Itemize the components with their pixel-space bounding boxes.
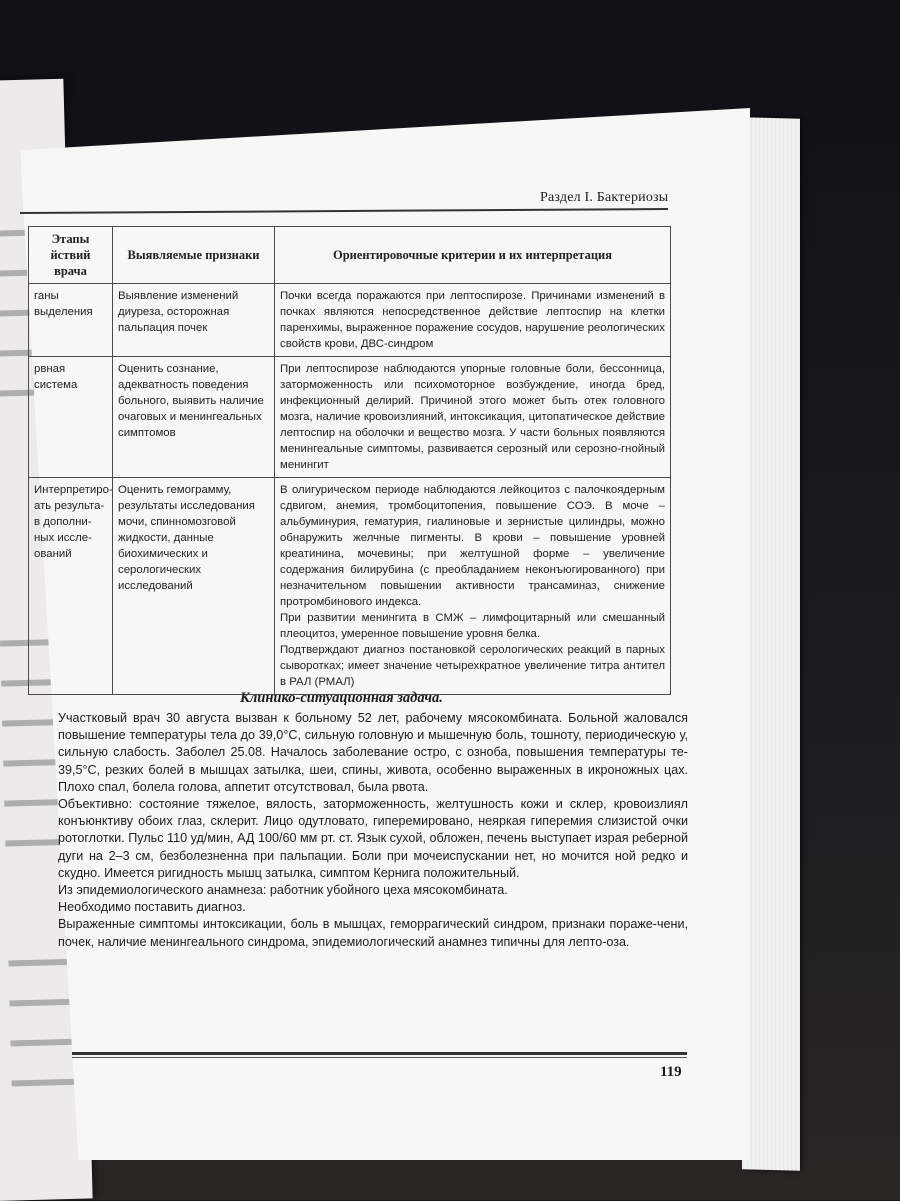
signs-cell: Выявление изменений диуреза, осторожная пальпация почек: [113, 284, 275, 357]
page-number: 119: [660, 1064, 682, 1080]
stage-cell: ганы выделения: [29, 284, 113, 357]
task-paragraph: Из эпидемиологического анамнеза: работник убойного цеха мясокомбината.: [58, 883, 508, 898]
criteria-cell: [275, 284, 671, 357]
header-criteria: Ориентировочные критерии и их интерпретация: [275, 227, 671, 284]
task-title: Клинико-ситуационная задача.: [240, 690, 443, 706]
task-paragraph: Участковый врач 30 августа вызван к больному 52 лет, рабочему мясокомбината. Больной жаловался повышение температуры тела до 39,0°С, сильную головную и мышечную боль, тошноту, периодическую у, сильную слабость. Заболел 25.08. Началось заболевание остро, с озноба, повышения температуры те- 39,5°С, резких болей в мышцах затылка, шеи, спины, живота, особенно выраженных в икроножных цах. Плохо спал, болела голова, аппетит отсутствовал, была рвота.: [58, 711, 688, 794]
task-body: [58, 710, 688, 951]
header-stages: Этапы йствий врача: [29, 227, 113, 284]
criteria-cell: [275, 357, 671, 478]
task-paragraph: Объективно: состояние тяжелое, вялость, заторможенность, желтушность кожи и склер, кровоизлиял конъюнктиву обоих глаз, склерит. Лицо одутловато, гиперемировано, неяркая гиперемия слизистой очки ротоглотки. Пульс 110 уд/мин, АД 100/60 мм рт. ст. Язык сухой, обложен, печень выступает израя реберной дуги на 2–3 см, безболезненна при пальпации. Боли при мочеиспускании нет, но мочится ной редко и скудно. Имеется ригидность мышц затылка, симптом Кернига положительный.: [58, 797, 688, 880]
table-header-row: [29, 227, 671, 284]
criteria-text: В олигурическом периоде наблюдаются лейкоцитоз с палочкоядерным сдвигом, анемия, тромбоцитопения, повышение СОЭ. В моче – альбуминурия, гематурия, гиалиновые и зернистые цилиндры, можно обнаружить желчные пигменты. В крови – повышение уровней креатинина, мочевины; при желтушной форме – увеличение содержания билирубина (с преобладанием неконъюгированного) при незначительном повышении активности трансаминаз, снижение протромбинового индекса.: [280, 484, 665, 608]
table-row: [29, 284, 671, 357]
criteria-text: При развитии менингита в СМЖ – лимфоцитарный или смешанный плеоцитоз, умеренное повышение уровня белка.: [280, 612, 665, 640]
footer-rule: [72, 1052, 687, 1055]
running-head: Раздел I. Бактериозы: [540, 190, 669, 205]
stage-cell: Интерпретиро- ать результа- в дополни- ных иссле- ований: [29, 478, 113, 695]
stage-cell: рвная система: [29, 357, 113, 478]
footer-rule-thin: [72, 1057, 687, 1058]
criteria-text: При лептоспирозе наблюдаются упорные головные боли, бессонница, заторможенность или психомоторное возбуждение, иногда бред, инфекционный делирий. Причиной этого может быть отек головного мозга, наличие кровоизлияний, интоксикация, цитопатическое действие лептоспир на оболочки и вещество мозга. У части больных появляются менингеальные симптомы, развивается серозный или серозно-гнойный менингит: [280, 363, 665, 471]
table-row: [29, 357, 671, 478]
criteria-table: [28, 226, 671, 695]
criteria-text: Подтверждают диагноз постановкой серологических реакций в парных сыворотках; имеет значение четырехкратное увеличение титра антител в РАЛ (РМАЛ): [280, 644, 665, 688]
header-rule: [20, 208, 668, 214]
task-paragraph: Выраженные симптомы интоксикации, боль в мышцах, геморрагический синдром, признаки пораже-чени, почек, наличие менингеального синдрома, эпидемиологический анамнез типичны для лепто-оза.: [58, 917, 688, 949]
criteria-text: Почки всегда поражаются при лептоспирозе. Причинами изменений в почках являются непосредственное действие лептоспир на клетки паренхимы, выраженное поражение сосудов, нарушение реологических свойств крови, ДВС-синдром: [280, 290, 665, 350]
criteria-cell: [275, 478, 671, 695]
task-paragraph: Необходимо поставить диагноз.: [58, 900, 246, 915]
header-signs: Выявляемые признаки: [113, 227, 275, 284]
table-row: [29, 478, 671, 695]
signs-cell: Оценить сознание, адекватность поведения больного, выявить наличие очаговых и менингеальных симптомов: [113, 357, 275, 478]
signs-cell: Оценить гемограмму, результаты исследования мочи, спинномозговой жидкости, данные биохимических и серологических исследований: [113, 478, 275, 695]
